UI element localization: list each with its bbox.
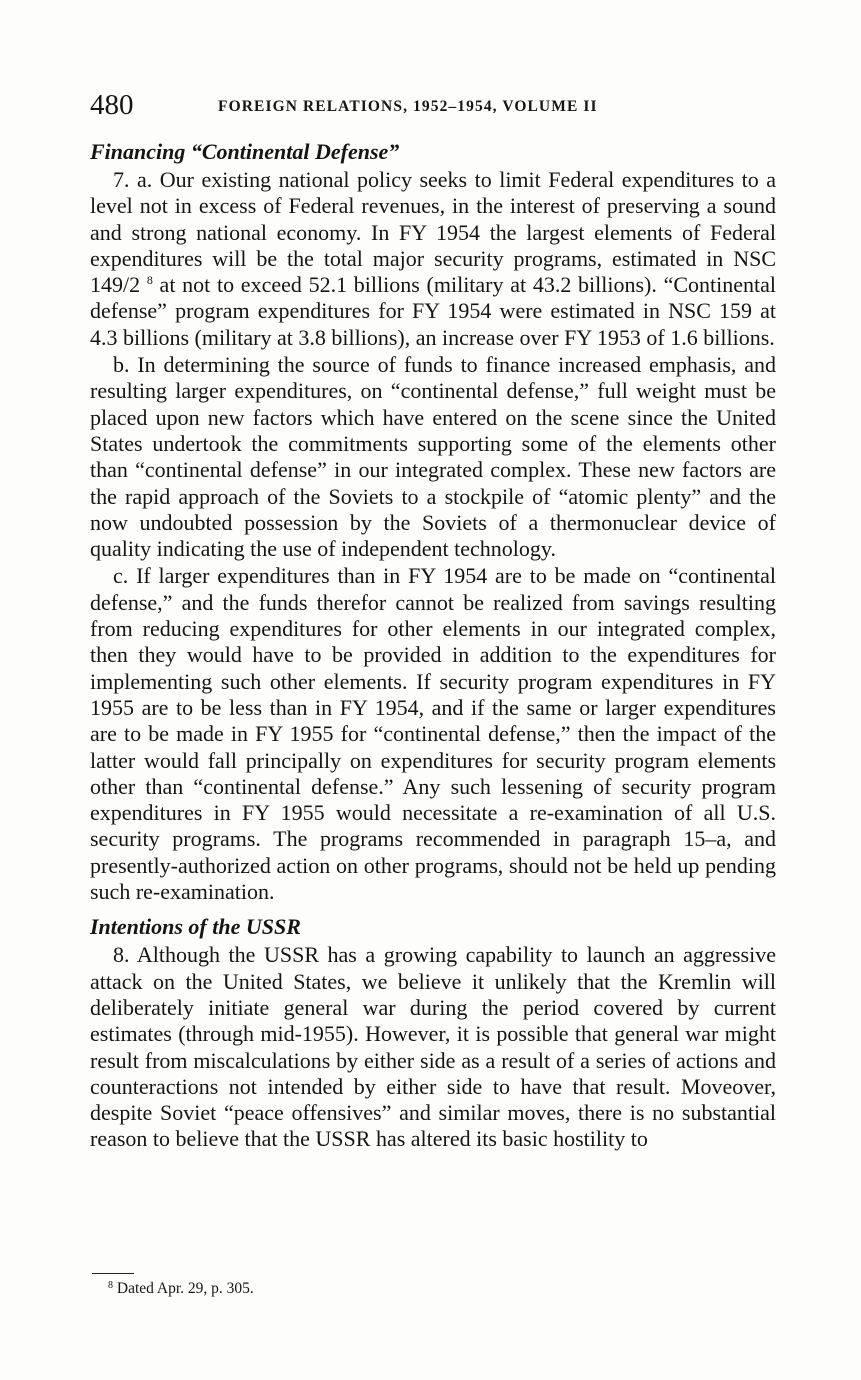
footnote-text: Dated Apr. 29, p. 305. [113,1280,254,1297]
paragraph-8: 8. Although the USSR has a growing capability to launch an aggressive attack on the United States, we believe it unlikely that the Kremlin will deliberately initiate general war during the period covered by current estimates (through mid-1955). However, it is possible that general war might result from miscalculations by either side as a result of a series of actions and counteractions not intended by either side to have that result. Moveover, despite Soviet “peace offensives” and similar moves, there is no substantial reason to believe that the USSR has altered its basic hostility to [90,942,776,1152]
paragraph-7b: b. In determining the source of funds to finance increased emphasis, and resulting larger expenditures, on “continental defense,” full weight must be placed upon new factors which have entered on the scene since the United States undertook the commitments supporting some of the elements other than “continental defense” in our integrated complex. These new factors are the rapid approach of the Soviets to a stockpile of “atomic plenty” and the now undoubted possession by the Soviets of a thermonuclear device of quality indicating the use of independent technology. [90,352,776,562]
running-head [90,89,790,125]
paragraph-7a-text: 7. a. Our existing national policy seeks to limit Federal expenditures to a level not in excess of Federal revenues, in the interest of preserving a sound and strong national economy. In FY 1954 the largest elements of Federal expenditures will be the total major security programs, estimated in NSC 149/2 [90,167,776,298]
section-heading-financing: Financing “Continental Defense” [90,139,400,164]
body-text [90,137,776,1154]
section-heading-intentions: Intentions of the USSR [90,914,301,940]
footnote-marker: 8 [108,1280,113,1291]
footnote-reference: 8 [146,273,153,288]
footnote [108,1279,254,1299]
running-head-title: FOREIGN RELATIONS, 1952–1954, VOLUME II [218,98,598,115]
footnote-divider [92,1273,134,1274]
paragraph-7c: c. If larger expenditures than in FY 1954 are to be made on “continental defense,” and the funds therefor cannot be realized from savings resulting from reducing expenditures for other elements in our integrated complex, then they would have to be provided in addition to the expenditures for implementing such other elements. If security program expenditures in FY 1955 are to be less than in FY 1954, and if the same or larger expenditures are to be made in FY 1955 for “continental defense,” then the impact of the latter would fall principally on expenditures for security program elements other than “continental defense.” Any such lessening of security program expenditures in FY 1955 would necessitate a re-examination of all U.S. security programs. The programs recommended in paragraph 15–a, and presently-authorized action on other programs, should not be held up pending such re-examination. [90,563,776,905]
page-number: 480 [90,89,134,121]
paragraph-7a-text-continued: at not to exceed 52.1 billions (military at 43.2 billions). “Continental defense” program expenditures for FY 1954 were estimated in NSC 159 at 4.3 billions (military at 3.8 billions), an increase over FY 1953 of 1.6 billions. [90,272,777,350]
paragraph-7a [90,167,776,351]
